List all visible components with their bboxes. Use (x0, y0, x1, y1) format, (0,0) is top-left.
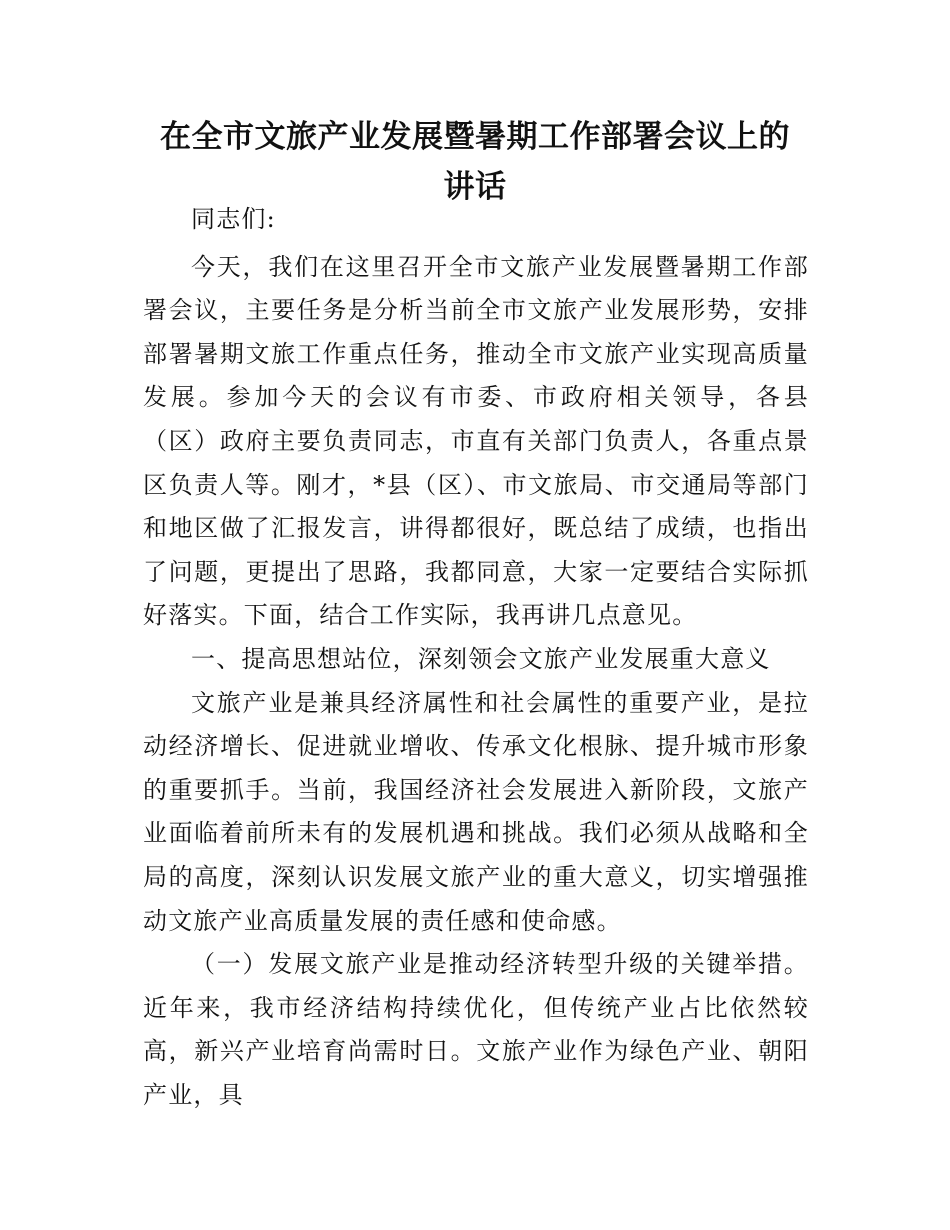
body-paragraph: 今天，我们在这里召开全市文旅产业发展暨暑期工作部署会议，主要任务是分析当前全市文旅产业发展形势，安排部署暑期文旅工作重点任务，推动全市文旅产业实现高质量发展。参加今天的会议有市委、市政府相关领导，各县（区）政府主要负责同志，市直有关部门负责人，各重点景区负责人等。刚才，*县（区）、市文旅局、市交通局等部门和地区做了汇报发言，讲得都很好，既总结了成绩，也指出了问题，更提出了思路，我都同意，大家一定要结合实际抓好落实。下面，结合工作实际，我再讲几点意见。 (143, 252, 809, 630)
title-line-1: 在全市文旅产业发展暨暑期工作部署会议上的 (160, 119, 790, 155)
document-body (143, 198, 809, 1117)
page-title (130, 112, 820, 212)
body-paragraph: （一）发展文旅产业是推动经济转型升级的关键举措。近年来，我市经济结构持续优化，但传统产业占比依然较高，新兴产业培育尚需时日。文旅产业作为绿色产业、朝阳产业，具 (143, 950, 809, 1109)
salutation: 同志们: (191, 205, 276, 233)
title-line-2: 讲话 (443, 169, 507, 205)
section-heading: 一、提高思想站位，深刻领会文旅产业发展重大意义 (191, 644, 771, 673)
body-paragraph: 文旅产业是兼具经济属性和社会属性的重要产业，是拉动经济增长、促进就业增收、传承文化根脉、提升城市形象的重要抓手。当前，我国经济社会发展进入新阶段，文旅产业面临着前所未有的发展机遇和挑战。我们必须从战略和全局的高度，深刻认识发展文旅产业的重大意义，切实增强推动文旅产业高质量发展的责任感和使命感。 (143, 688, 809, 935)
